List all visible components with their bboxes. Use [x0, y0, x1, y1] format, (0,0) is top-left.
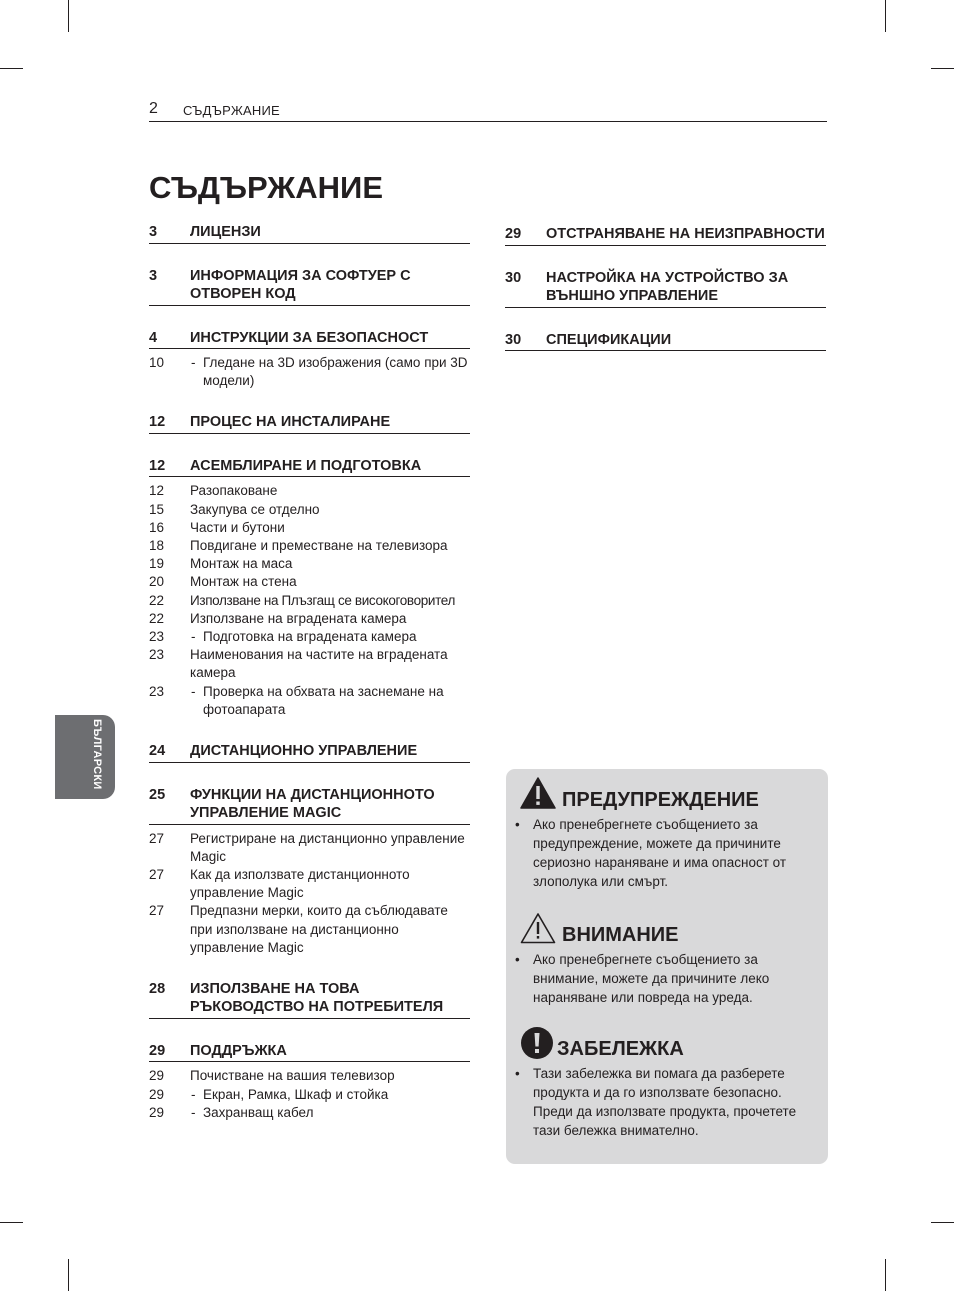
- toc-subsection-page: 10: [149, 355, 165, 370]
- note-notice: [506, 1026, 828, 1140]
- crop-mark: [68, 0, 69, 32]
- toc-section: [505, 269, 826, 308]
- toc-subsection-page: 29: [149, 1068, 165, 1084]
- toc-section-page: 24: [149, 743, 166, 760]
- page-title: СЪДЪРЖАНИЕ: [149, 170, 383, 205]
- toc-subsection-title: Монтаж на маса: [190, 556, 293, 572]
- crop-mark: [0, 68, 23, 69]
- warning-title: ПРЕДУПРЕЖДЕНИЕ: [562, 789, 759, 811]
- warning-notice: [506, 777, 828, 891]
- toc-subsection: [149, 501, 470, 519]
- toc-subsection-title: Повдигане и преместване на телевизора: [190, 538, 448, 554]
- language-tab: [55, 715, 115, 799]
- toc-subsection-page: 23: [149, 629, 165, 645]
- toc-subsection-page: 27: [149, 903, 165, 919]
- toc-subsection-page: 29: [149, 1086, 165, 1102]
- toc-subsection: [149, 1067, 470, 1085]
- toc-left-column: [149, 223, 470, 1145]
- toc-subsection-title: Предпазни мерки, които да съблюдавате при използване на дистанционно управление Magic: [190, 903, 448, 955]
- toc-subsection-title: Използване на Плъзгащ се високоговорител: [190, 592, 456, 608]
- toc-subsection-page: 16: [149, 519, 165, 535]
- crop-mark: [885, 1259, 886, 1291]
- toc-subsection-title: - Подготовка на вградената камера: [190, 628, 470, 646]
- toc-subsection-list: [149, 1067, 470, 1122]
- note-title: ЗАБЕЛЕЖКА: [557, 1038, 684, 1060]
- toc-subsection-page: 27: [149, 830, 165, 846]
- toc-subsection: [149, 537, 470, 555]
- toc-section-page: 3: [149, 267, 158, 284]
- toc-section-page: 29: [505, 226, 522, 242]
- toc-section-title: ФУНКЦИИ НА ДИСТАНЦИОННОТО УПРАВЛЕНИЕ MAGIC: [190, 786, 435, 822]
- toc-subsection: [149, 866, 470, 902]
- notice-box: [506, 769, 828, 1164]
- toc-subsection: [149, 573, 470, 591]
- toc-subsection: [149, 628, 470, 646]
- toc-subsection-page: 22: [149, 592, 165, 608]
- toc-section: [149, 413, 470, 434]
- caution-text: • Ако пренебрегнете съобщението за внимание, можете да причините леко нараняване или повреда на уреда.: [506, 950, 828, 1007]
- toc-section: [505, 225, 826, 246]
- crop-mark: [931, 68, 954, 69]
- toc-subsection-title: Закупува се отделно: [190, 501, 320, 517]
- warning-text: • Ако пренебрегнете съобщението за предупреждение, можете да причините сериозно нараняване и има опасност от злополука или смърт.: [506, 815, 828, 891]
- toc-section-title: ИНСТРУКЦИИ ЗА БЕЗОПАСНОСТ: [190, 329, 429, 346]
- toc-section-title: ЛИЦЕНЗИ: [190, 224, 261, 240]
- toc-section-page: 3: [149, 224, 158, 240]
- toc-subsection: [149, 830, 470, 866]
- toc-subsection-page: 20: [149, 574, 165, 590]
- toc-subsection-page: 27: [149, 866, 165, 882]
- toc-section: [149, 223, 470, 244]
- toc-subsection-title: Регистриране на дистанционно управление Magic: [190, 830, 465, 864]
- toc-subsection-page: 22: [149, 610, 165, 626]
- toc-section-page: 12: [149, 457, 166, 474]
- toc-subsection-page: 29: [149, 1104, 165, 1120]
- toc-section-title: ОТСТРАНЯВАНЕ НА НЕИЗПРАВНОСТИ: [546, 226, 825, 242]
- toc-subsection: [149, 610, 470, 628]
- toc-subsection-list: [149, 354, 470, 390]
- toc-subsection: [149, 592, 470, 610]
- toc-section-title: АСЕМБЛИРАНЕ И ПОДГОТОВКА: [190, 457, 422, 474]
- toc-subsection: [149, 482, 470, 500]
- toc-section-page: 30: [505, 269, 522, 286]
- toc-subsection-title: Почистване на вашия телевизор: [190, 1068, 395, 1084]
- toc-section: [149, 329, 470, 350]
- page-header: [149, 100, 827, 122]
- toc-section-title: СПЕЦИФИКАЦИИ: [546, 331, 672, 348]
- toc-subsection-title: Разопаковане: [190, 483, 278, 499]
- toc-section-page: 12: [149, 414, 166, 431]
- toc-subsection-title: - Проверка на обхвата на заснемане на фотоапарата: [190, 683, 470, 719]
- toc-section: [149, 742, 470, 763]
- toc-subsection: [149, 1104, 470, 1122]
- toc-subsection-page: 15: [149, 501, 165, 517]
- toc-subsection-title: Части и бутони: [190, 519, 285, 535]
- toc-subsection-title: - Гледане на 3D изображения (само при 3D модели): [190, 354, 470, 390]
- toc-section-title: НАСТРОЙКА НА УСТРОЙСТВО ЗА ВЪНШНО УПРАВЛЕНИЕ: [546, 269, 789, 304]
- caution-title: ВНИМАНИЕ: [562, 924, 679, 946]
- toc-section: [149, 457, 470, 478]
- warning-filled-icon: [520, 777, 556, 814]
- toc-right-column: [505, 225, 826, 374]
- toc-section: [505, 331, 826, 352]
- toc-subsection-title: Как да използвате дистанционното управление Magic: [190, 866, 410, 901]
- toc-section-title: ПОДДРЪЖКА: [190, 1042, 287, 1059]
- toc-subsection-title: - Захранващ кабел: [190, 1104, 470, 1122]
- toc-section-title: ИНФОРМАЦИЯ ЗА СОФТУЕР С ОТВОРЕН КОД: [190, 267, 411, 302]
- toc-section-title: ПРОЦЕС НА ИНСТАЛИРАНЕ: [190, 414, 391, 431]
- crop-mark: [885, 0, 886, 32]
- toc-section: [149, 980, 470, 1019]
- toc-section-title: ИЗПОЛЗВАНЕ НА ТОВА РЪКОВОДСТВО НА ПОТРЕБИТЕЛЯ: [190, 980, 444, 1016]
- toc-subsection-page: 23: [149, 647, 165, 663]
- toc-section-title: ДИСТАНЦИОННО УПРАВЛЕНИЕ: [190, 743, 418, 760]
- toc-subsection: [149, 519, 470, 537]
- toc-section-page: 30: [505, 331, 522, 348]
- toc-section-page: 29: [149, 1042, 166, 1059]
- toc-subsection-page: 18: [149, 538, 165, 554]
- toc-subsection: [149, 902, 470, 957]
- note-text: • Тази забележка ви помага да разберете продукта и да го използвате безопасно. Преди да използвате продукта, прочетете тази бележка внимателно.: [506, 1064, 828, 1140]
- crop-mark: [68, 1259, 69, 1291]
- language-tab-label: БЪЛГАРСКИ: [91, 719, 103, 790]
- toc-subsection: [149, 646, 470, 682]
- crop-mark: [931, 1222, 954, 1223]
- toc-section: [149, 1042, 470, 1063]
- toc-subsection-page: 23: [149, 683, 165, 699]
- warning-outline-icon: [520, 912, 556, 949]
- toc-subsection-title: Използване на вградената камера: [190, 610, 407, 626]
- toc-subsection-list: [149, 830, 470, 957]
- toc-subsection: [149, 683, 470, 719]
- toc-subsection: [149, 555, 470, 573]
- toc-subsection-title: Монтаж на стена: [190, 574, 297, 590]
- toc-subsection-page: 12: [149, 483, 165, 499]
- crop-mark: [0, 1222, 23, 1223]
- toc-subsection-page: 19: [149, 556, 165, 572]
- toc-section-page: 25: [149, 786, 166, 803]
- caution-notice: [506, 912, 828, 1007]
- toc-subsection-title: Наименования на частите на вградената камера: [190, 647, 448, 681]
- toc-subsection: [149, 1086, 470, 1104]
- toc-section-page: 28: [149, 980, 166, 997]
- exclamation-circle-icon: [520, 1026, 554, 1065]
- toc-section: [149, 786, 470, 825]
- toc-section-page: 4: [149, 329, 158, 346]
- toc-section: [149, 267, 470, 306]
- toc-subsection-list: [149, 482, 470, 719]
- toc-subsection: [149, 354, 470, 390]
- running-header-label: СЪДЪРЖАНИЕ: [183, 103, 280, 118]
- page-number: 2: [149, 100, 158, 117]
- toc-subsection-title: - Екран, Рамка, Шкаф и стойка: [190, 1086, 470, 1104]
